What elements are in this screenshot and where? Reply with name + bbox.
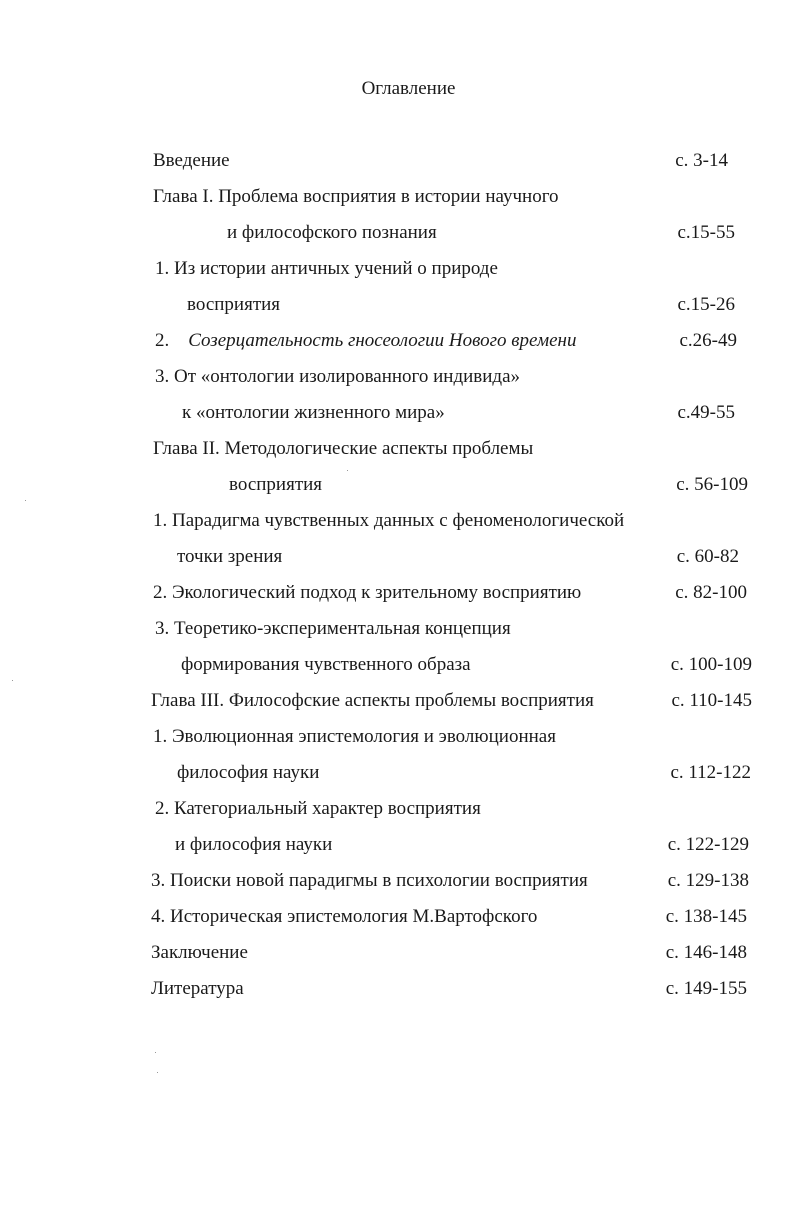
- toc-entry-page: с. 82-100: [675, 582, 747, 603]
- toc-entry-text: к «онтологии жизненного мира»: [182, 402, 445, 423]
- toc-entry-page: с. 56-109: [676, 474, 748, 495]
- toc-entry-page: с.26-49: [679, 330, 737, 351]
- toc-entry-text: Заключение: [151, 942, 248, 963]
- toc-entry-page: с. 60-82: [676, 546, 739, 567]
- toc-entry-text: точки зрения: [177, 546, 283, 567]
- toc-entry-text: Глава I. Проблема восприятия в истории научного: [153, 186, 559, 207]
- toc-entry-page: с. 129-138: [667, 870, 749, 891]
- toc-entry-text: формирования чувственного образа: [181, 654, 471, 675]
- scan-speck: [12, 680, 13, 681]
- toc-entry-text: 1. Парадигма чувственных данных с феноменологической: [153, 510, 625, 531]
- toc-entry-number: 2.: [155, 330, 189, 351]
- toc-entry-text: восприятия: [229, 474, 323, 495]
- toc-entry-page: с.15-55: [677, 222, 735, 243]
- toc-entry-text: 2. Категориальный характер восприятия: [155, 798, 481, 819]
- page-title: Оглавление: [361, 78, 456, 99]
- toc-entry-text: [155, 329, 576, 353]
- toc-entry-text: 3. Поиски новой парадигмы в психологии восприятия: [151, 870, 588, 891]
- toc-entry-italic-title: Созерцательность гносеологии Нового времени: [188, 330, 577, 351]
- toc-entry-page: с. 3-14: [675, 150, 728, 171]
- toc-entry-text: восприятия: [187, 294, 281, 315]
- toc-entry-page: с. 138-145: [665, 906, 747, 927]
- toc-entry-page: с.15-26: [677, 294, 735, 315]
- toc-entry-text: 1. Эволюционная эпистемология и эволюционная: [153, 726, 556, 747]
- toc-entry-text: 2. Экологический подход к зрительному восприятию: [153, 582, 582, 603]
- scan-speck: [157, 1072, 158, 1073]
- scan-speck: [347, 470, 348, 471]
- toc-entry-text: 3. Теоретико-экспериментальная концепция: [155, 618, 511, 639]
- toc-entry-text: Глава II. Методологические аспекты проблемы: [153, 438, 534, 459]
- toc-entry-text: и философия науки: [175, 834, 333, 855]
- toc-entry-text: 4. Историческая эпистемология М.Вартофского: [151, 906, 538, 927]
- toc-entry-page: с. 122-129: [667, 834, 749, 855]
- toc-entry-text: Литература: [151, 978, 244, 999]
- toc-entry-text: философия науки: [177, 762, 320, 783]
- toc-entry-page: с. 112-122: [670, 762, 751, 783]
- toc-entry-page: с. 110-145: [671, 690, 752, 711]
- toc-entry-page: с.49-55: [677, 402, 735, 423]
- toc-entry-page: с. 149-155: [665, 978, 747, 999]
- toc-entry-text: и философского познания: [227, 222, 437, 243]
- scan-speck: [155, 1052, 156, 1053]
- toc-entry-page: с. 146-148: [665, 942, 747, 963]
- toc-entry-text: Глава III. Философские аспекты проблемы восприятия: [151, 690, 594, 711]
- toc-entry-text: 1. Из истории античных учений о природе: [155, 258, 498, 279]
- toc-entry-text: Введение: [153, 150, 230, 171]
- toc-entry-text: 3. От «онтологии изолированного индивида»: [155, 366, 521, 387]
- toc-entry-page: с. 100-109: [670, 654, 752, 675]
- scan-speck: [25, 500, 26, 501]
